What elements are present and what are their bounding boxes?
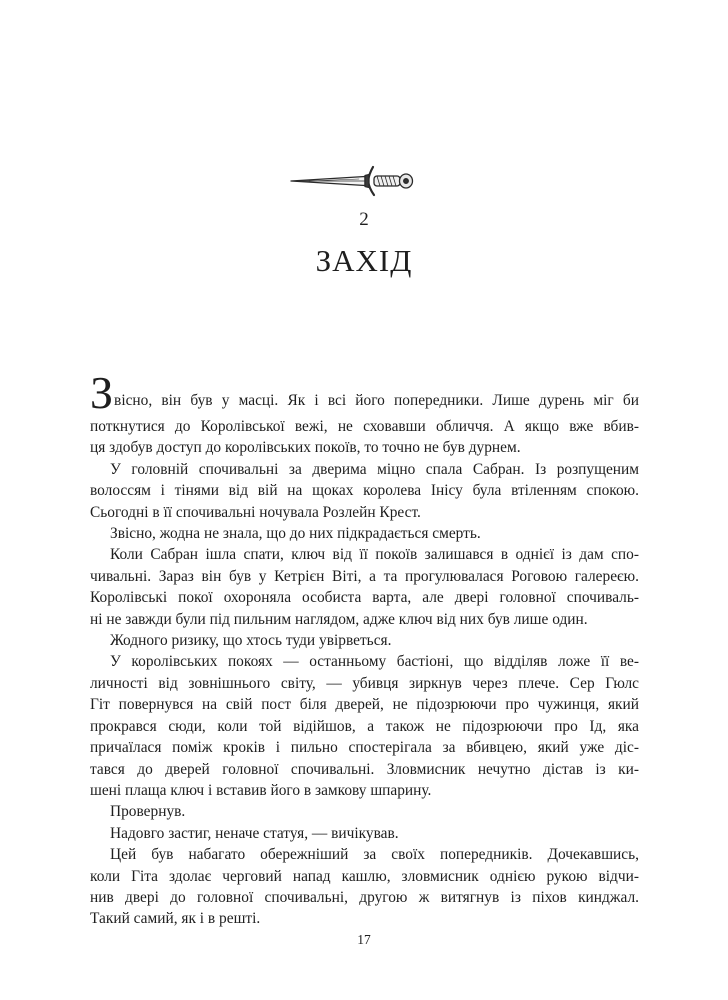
dagger-icon xyxy=(289,160,421,204)
text-line: Гіт повернувся на свій пост біля дверей, не підозрюючи про чужинця, який xyxy=(90,696,639,714)
text-line: У головній спочивальні за дверима міцно спала Сабран. Із розпущеним xyxy=(110,460,639,478)
text-line: нив двері до головної спочивальні, другою ж витягнув із піхов кинджал. xyxy=(90,888,639,906)
text-line: Сьогодні в її спочивальні ночувала Розлейн Крест. xyxy=(90,503,421,521)
text-line: ні не завжди були під пильним наглядом, адже ключ від них був лише один. xyxy=(90,610,588,628)
text-line: чивальні. Зараз він був у Кетрієн Віті, а та прогулювалася Роговою галереєю. xyxy=(90,567,639,585)
text-line: причаїлася поміж кроків і пильно спостерігала за вбивцею, який уже діс- xyxy=(90,739,639,757)
text-line: ця здобув доступ до королівських покоїв, то точно не був дурнем. xyxy=(90,439,521,457)
text-line: личності від зовнішнього світу, — убивця зиркнув через плече. Сер Гюлс xyxy=(90,674,639,692)
paragraph xyxy=(90,651,639,801)
dropcap-line: Звісно, він був у масці. Як і всі його попередники. Лише дурень міг би xyxy=(90,367,639,418)
text-line: Надовго застиг, неначе статуя, — вичікував. xyxy=(110,824,399,842)
text-line: прокрався сюди, коли той відійшов, а також не підозрюючи про Ід, яка xyxy=(90,717,639,735)
text-line: Такий самий, як і в решті. xyxy=(90,910,261,928)
paragraph xyxy=(90,367,639,459)
paragraph xyxy=(90,523,639,544)
paragraph xyxy=(90,544,639,630)
chapter-title: ЗАХІД xyxy=(315,243,413,278)
text-line: тався до дверей головної спочивальні. Зловмисник нечутно дістав із ки- xyxy=(90,760,639,778)
paragraph xyxy=(90,630,639,651)
page-number: 17 xyxy=(357,932,371,947)
drop-cap: З xyxy=(90,367,114,418)
paragraph xyxy=(90,801,639,822)
paragraph xyxy=(90,844,639,930)
text-line: У королівських покоях — останньому бастіоні, що відділяв ложе її ве- xyxy=(110,653,639,671)
text-line: Королівські покої охороняла особиста варта, але двері головної спочиваль- xyxy=(90,589,639,607)
text-line: Коли Сабран ішла спати, ключ від її покоїв залишався в однієї із дам спо- xyxy=(110,546,639,564)
text-line: Жодного ризику, що хтось туди увірветься. xyxy=(110,632,392,650)
paragraph xyxy=(90,459,639,523)
text-line: поткнутися до Королівської вежі, не сховавши обличчя. А якщо вже вбив- xyxy=(90,418,639,435)
chapter-number: 2 xyxy=(359,209,369,230)
text-line: Цей був набагато обережніший за своїх попередників. Дочекавшись, xyxy=(110,846,639,864)
text-line: Звісно, жодна не знала, що до них підкрадається смерть. xyxy=(110,525,481,543)
chapter-body xyxy=(90,367,639,930)
paragraph xyxy=(90,823,639,844)
text-line: волоссям і тінями від вій на щоках королева Інісу була втіленням спокою. xyxy=(90,482,639,500)
text-line: Провернув. xyxy=(110,803,186,821)
text-line: коли Гіта здолає черговий напад кашлю, зловмисник однією рукою відчи- xyxy=(90,867,639,885)
text-line: шені плаща ключ і вставив його в замкову шпарину. xyxy=(90,781,432,799)
